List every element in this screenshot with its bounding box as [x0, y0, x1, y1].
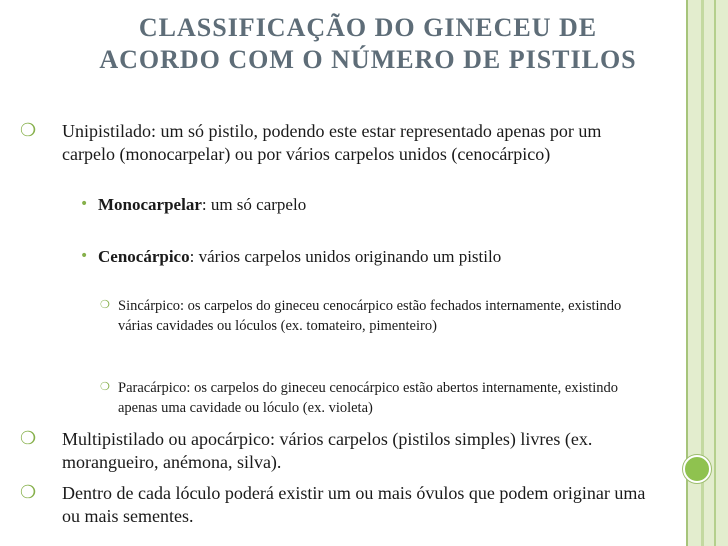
- description: : um só carpelo: [201, 195, 307, 214]
- bullet-marker: •: [80, 196, 89, 212]
- bullet-text: [98, 193, 658, 216]
- title-line-2: ACORDO COM O NÚMERO DE PISTILOS: [99, 45, 637, 74]
- bullet-marker: ❍: [20, 482, 37, 503]
- bullet-marker: ❍: [20, 428, 37, 449]
- bullet-marker: ❍: [100, 380, 110, 393]
- description: : vários carpelos unidos originando um pistilo: [189, 247, 502, 266]
- bullet-unipistilado: [20, 120, 660, 200]
- bullet-marker: ❍: [100, 298, 110, 311]
- slide-title: [58, 12, 678, 76]
- bullet-multipistilado: [20, 428, 660, 478]
- bullet-text: Sincárpico: os carpelos do gineceu cenocárpico estão fechados internamente, existindo várias cavidades ou lóculos (ex. tomateiro, pimenteiro): [118, 298, 622, 334]
- bullet-text: Dentro de cada lóculo poderá existir um ou mais óvulos que podem originar uma ou mais sementes.: [62, 483, 646, 526]
- bullet-marker: ❍: [20, 120, 37, 141]
- bullet-paracarpico: [100, 378, 640, 420]
- bullet-marker: •: [80, 248, 89, 264]
- frame-line: [714, 0, 716, 546]
- title-line-1: CLASSIFICAÇÃO DO GINECEU DE: [138, 13, 598, 42]
- bullet-sincarpico: [100, 296, 640, 356]
- bullet-text: Paracárpico: os carpelos do gineceu cenocárpico estão abertos internamente, existindo apenas uma cavidade ou lóculo (ex. violeta): [118, 380, 619, 416]
- bullet-text: Unipistilado: um só pistilo, podendo este estar representado apenas por um carpelo (monocarpelar) ou por vários carpelos unidos (cenocárpico): [62, 121, 602, 164]
- term: Monocarpelar: [98, 195, 202, 214]
- term: Cenocárpico: [98, 247, 190, 266]
- bullet-cenocarpico: [80, 245, 660, 271]
- bullet-loculo: [20, 482, 660, 532]
- accent-dot: [683, 455, 711, 483]
- bullet-monocarpelar: [80, 193, 640, 219]
- bullet-text: Multipistilado ou apocárpico: vários carpelos (pistilos simples) livres (ex. morangueiro, anémona, silva).: [62, 429, 593, 472]
- bullet-text: [98, 245, 658, 268]
